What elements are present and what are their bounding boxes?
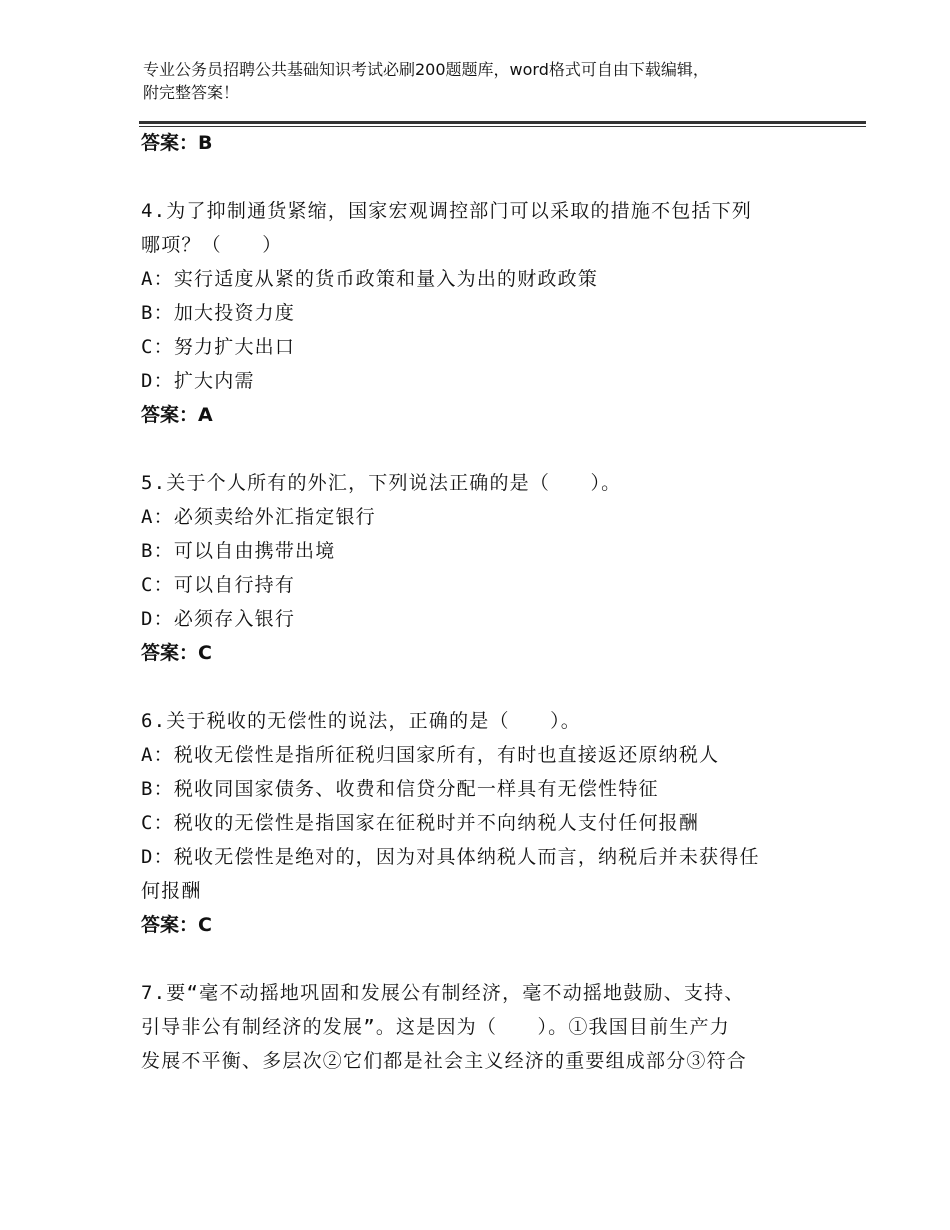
question-stem: 5.关于个人所有的外汇，下列说法正确的是（ ）。 (141, 472, 622, 494)
option-c: C：努力扩大出口 (141, 336, 296, 358)
question-4 (141, 194, 821, 432)
answer-prefix: 答案： (141, 642, 199, 664)
option-d-continued: 何报酬 (141, 880, 202, 902)
option-d: D：必须存入银行 (141, 608, 296, 630)
answer-value: A (198, 404, 213, 426)
question-stem: 7.要“毫不动摇地巩固和发展公有制经济，毫不动摇地鼓励、支持、 (141, 982, 745, 1004)
option-c: C：税收的无偿性是指国家在征税时并不向纳税人支付任何报酬 (141, 812, 700, 834)
spacer (141, 432, 821, 466)
answer-value: C (198, 914, 212, 936)
option-a: A：实行适度从紧的货币政策和量入为出的财政政策 (141, 268, 599, 290)
question-stem: 6.关于税收的无偿性的说法，正确的是（ ）。 (141, 710, 581, 732)
question-stem: 哪项？（ ） (141, 234, 283, 256)
answer-line (141, 126, 821, 160)
header-rule-thick (139, 121, 866, 124)
header-line-1: 专业公务员招聘公共基础知识考试必刷200题题库，word格式可自由下载编辑， (143, 60, 709, 79)
spacer (141, 942, 821, 976)
option-b: B：可以自由携带出境 (141, 540, 336, 562)
answer-line (141, 398, 821, 432)
option-b: B：税收同国家债务、收费和信贷分配一样具有无偿性特征 (141, 778, 659, 800)
option-c: C：可以自行持有 (141, 574, 296, 596)
question-6 (141, 704, 821, 942)
answer-prefix: 答案： (141, 132, 199, 154)
answer-line (141, 636, 821, 670)
answer-value: B (198, 132, 213, 154)
question-5 (141, 466, 821, 670)
question-stem: 发展不平衡、多层次②它们都是社会主义经济的重要组成部分③符合 (141, 1050, 748, 1072)
question-list (141, 126, 821, 1078)
answer-line (141, 908, 821, 942)
answer-prefix: 答案： (141, 914, 199, 936)
question-7 (141, 976, 821, 1078)
option-d: D：扩大内需 (141, 370, 255, 392)
question-stem: 4.为了抑制通货紧缩，国家宏观调控部门可以采取的措施不包括下列 (141, 200, 753, 222)
option-a: A：税收无偿性是指所征税归国家所有，有时也直接返还原纳税人 (141, 744, 720, 766)
question-stem: 引导非公有制经济的发展”。这是因为（ ）。①我国目前生产力 (141, 1016, 730, 1038)
header-line-2: 附完整答案！ (143, 83, 240, 102)
spacer (141, 160, 821, 194)
option-b: B：加大投资力度 (141, 302, 296, 324)
answer-prefix: 答案： (141, 404, 199, 426)
page-header (143, 58, 843, 104)
option-a: A：必须卖给外汇指定银行 (141, 506, 376, 528)
answer-value: C (198, 642, 212, 664)
option-d: D：税收无偿性是绝对的，因为对具体纳税人而言，纳税后并未获得任 (141, 846, 760, 868)
spacer (141, 670, 821, 704)
